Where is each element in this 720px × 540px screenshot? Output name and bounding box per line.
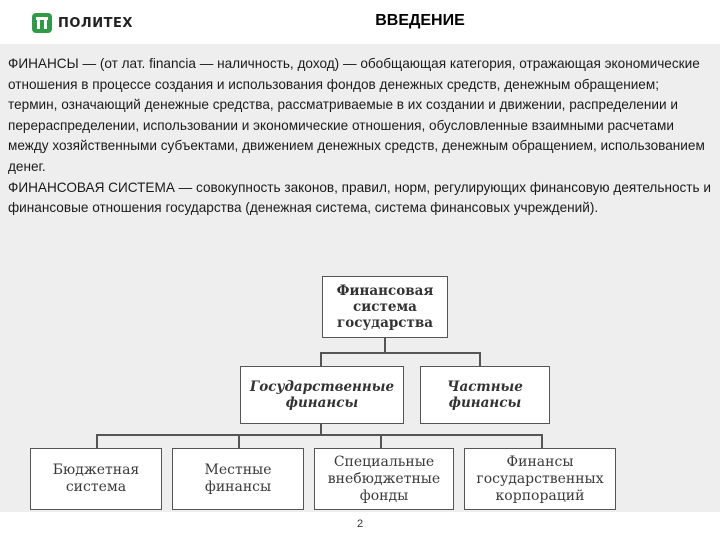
connector-to-budget xyxy=(96,434,98,448)
connector-to-funds xyxy=(380,434,382,448)
node-label-line: Государственные xyxy=(249,379,395,395)
node-label-line: Бюджетная xyxy=(52,462,140,478)
polytech-logo xyxy=(32,12,133,34)
node-label-line: государственных xyxy=(476,470,604,487)
node-local-finance xyxy=(172,448,304,510)
node-label-line: Частные xyxy=(447,379,523,395)
node-label-line: Финансы xyxy=(506,453,574,470)
node-state-finance xyxy=(240,366,404,424)
connector-to-local xyxy=(238,434,240,448)
node-label-line: государства xyxy=(336,315,434,331)
node-label-line: система xyxy=(65,479,127,495)
slide-title: ВВЕДЕНИЕ xyxy=(375,12,465,29)
financial-system-term: ФИНАНСОВАЯ СИСТЕМА xyxy=(8,179,175,195)
node-private-finance xyxy=(420,366,550,424)
connector-level2-bar xyxy=(320,352,480,354)
finance-term: ФИНАНСЫ xyxy=(8,56,79,71)
node-label-line: финансы xyxy=(204,479,272,495)
connector-state-down xyxy=(320,424,322,434)
finance-definition xyxy=(8,54,712,178)
node-label-line: корпораций xyxy=(495,487,585,504)
logo-text: ПОЛИТЕХ xyxy=(58,15,133,31)
financial-system-definition xyxy=(8,178,712,219)
node-label-line: финансы xyxy=(285,395,359,411)
node-financial-system xyxy=(322,276,448,338)
node-state-corporations-finance xyxy=(464,448,616,510)
node-label-line: внебюджетные xyxy=(327,470,441,487)
node-label-line: Специальные xyxy=(333,453,435,470)
slide-header xyxy=(0,0,720,44)
node-label-line: Местные xyxy=(204,462,272,478)
node-label-line: система xyxy=(353,299,417,315)
connector-to-private xyxy=(479,352,481,366)
node-label-line: Финансовая xyxy=(336,283,434,299)
page-number: 2 xyxy=(356,518,364,530)
connector-root-down xyxy=(384,338,386,352)
connector-level3-bar xyxy=(96,434,542,436)
finance-definition-body: — (от лат. financia — наличность, доход) — обобщающая категория, отражающая экономические отношения в процессе создания и использования фондов денежных средств, денежным обращением; термин, означающий денежные средства, рассматриваемые в их создании и движении, распределении и перераспределении, использовании и экономические отношения, обусловленные взаимными расчетами между хозяйственными субъектами, движением денежных средств, денежным обращением, использованием денег. xyxy=(8,56,705,174)
financial-system-definition-body: — совокупность законов, правил, норм, регулирующих финансовую деятельность и финансовые отношения государства (денежная система, система финансовых учреждений). xyxy=(8,179,711,216)
node-label-line: фонды xyxy=(359,487,409,504)
node-label-line: финансы xyxy=(448,395,522,411)
connector-to-state xyxy=(320,352,322,366)
definitions-text xyxy=(8,54,712,219)
node-budget-system xyxy=(30,448,162,510)
financial-system-diagram xyxy=(0,272,720,512)
connector-to-corporations xyxy=(541,434,543,448)
node-extrabudgetary-funds xyxy=(314,448,454,510)
polytech-logo-icon xyxy=(32,13,52,33)
